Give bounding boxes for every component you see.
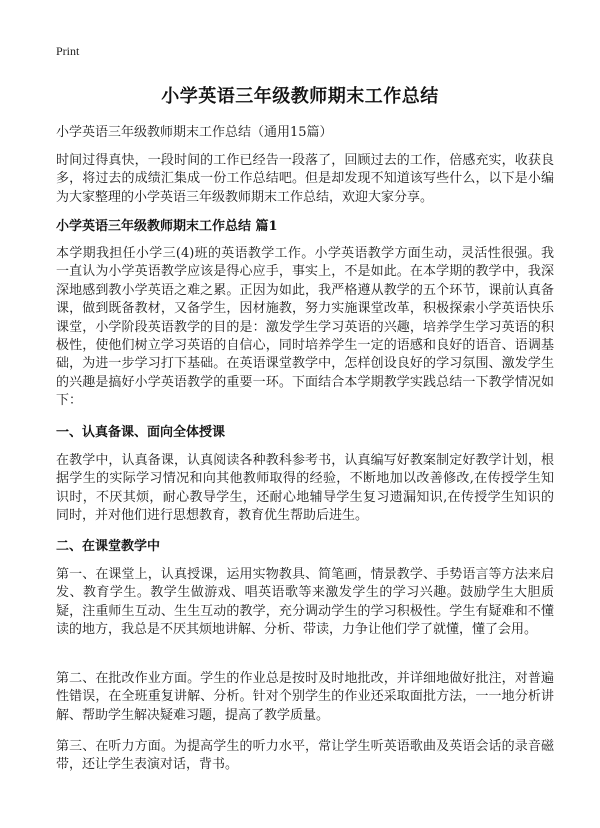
section3-paragraph-3: 第三、在听力方面。为提高学生的听力水平，常让学生听英语歌曲及英语会话的录音磁带，还让学生表演对话，背书。 xyxy=(56,739,554,773)
print-link[interactable]: Print xyxy=(56,44,80,58)
section3-heading: 二、在课堂教学中 xyxy=(56,539,161,554)
section3-paragraph-1: 第一、在课堂上，认真授课，运用实物教具、简笔画，情景教学、手势语言等方法来启发、教育学生。教学生做游戏、唱英语歌等来激发学生的学习兴趣。鼓励学生大胆质疑，注重师生互动、生生互动的教学，充分调动学生的学习积极性。学生有疑难和不懂读的地方，我总是不厌其烦地讲解、分析、带读，力争让他们学了就懂，懂了会用。 xyxy=(56,567,554,638)
section1-heading: 小学英语三年级教师期末工作总结 篇1 xyxy=(56,219,278,234)
section3-paragraph-2: 第二、在批改作业方面。学生的作业总是按时及时地批改，并详细地做好批注，对普遍性错误，在全班重复讲解、分析。针对个别学生的作业还采取面批方法，一一地分析讲解、帮助学生解决疑难习题，提高了教学质量。 xyxy=(56,671,554,723)
section2-paragraph: 在教学中，认真备课，认真阅读各种教科参考书，认真编写好教案制定好教学计划，根据学生的实际学习情况和向其他教师取得的经验，不断地加以改善修改,在传授学生知识时，不厌其烦，耐心教导学生，还耐心地辅导学生复习遗漏知识,在传授学生知识的同时，并对他们进行思想教育，教育优生帮助后进生。 xyxy=(56,453,554,524)
intro-paragraph: 时间过得真快，一段时间的工作已经告一段落了，回顾过去的工作，倍感充实，收获良多，将过去的成绩汇集成一份工作总结吧。但是却发现不知道该写些什么，以下是小编为大家整理的小学英语三年级教师期末工作总结，欢迎大家分享。 xyxy=(56,153,554,205)
page-title: 小学英语三年级教师期末工作总结 xyxy=(161,86,439,107)
section1-paragraph: 本学期我担任小学三(4)班的英语教学工作。小学英语教学方面生动，灵活性很强。我一直认为小学英语教学应该是得心应手，事实上，不是如此。在本学期的教学中，我深深地感到教小学英语之难之累。正因为如此，我严格遵从教学的五个环节，课前认真备课，做到既备教材，又备学生，因材施教，努力实施课堂改革，积极探索小学英语快乐课堂，小学阶段英语教学的目的是：激发学生学习英语的兴趣，培养学生学习英语的积极性，使他们树立学习英语的自信心，同时培养学生一定的语感和良好的语音、语调基础，为进一步学习打下基础。在英语课堂教学中，怎样创设良好的学习氛围、激发学生的兴趣是搞好小学英语教学的重要一环。下面结合本学期教学实践总结一下教学情况如下： xyxy=(56,246,554,409)
document-subtitle: 小学英语三年级教师期末工作总结（通用15篇） xyxy=(56,125,333,140)
section2-heading: 一、认真备课、面向全体授课 xyxy=(56,425,226,440)
